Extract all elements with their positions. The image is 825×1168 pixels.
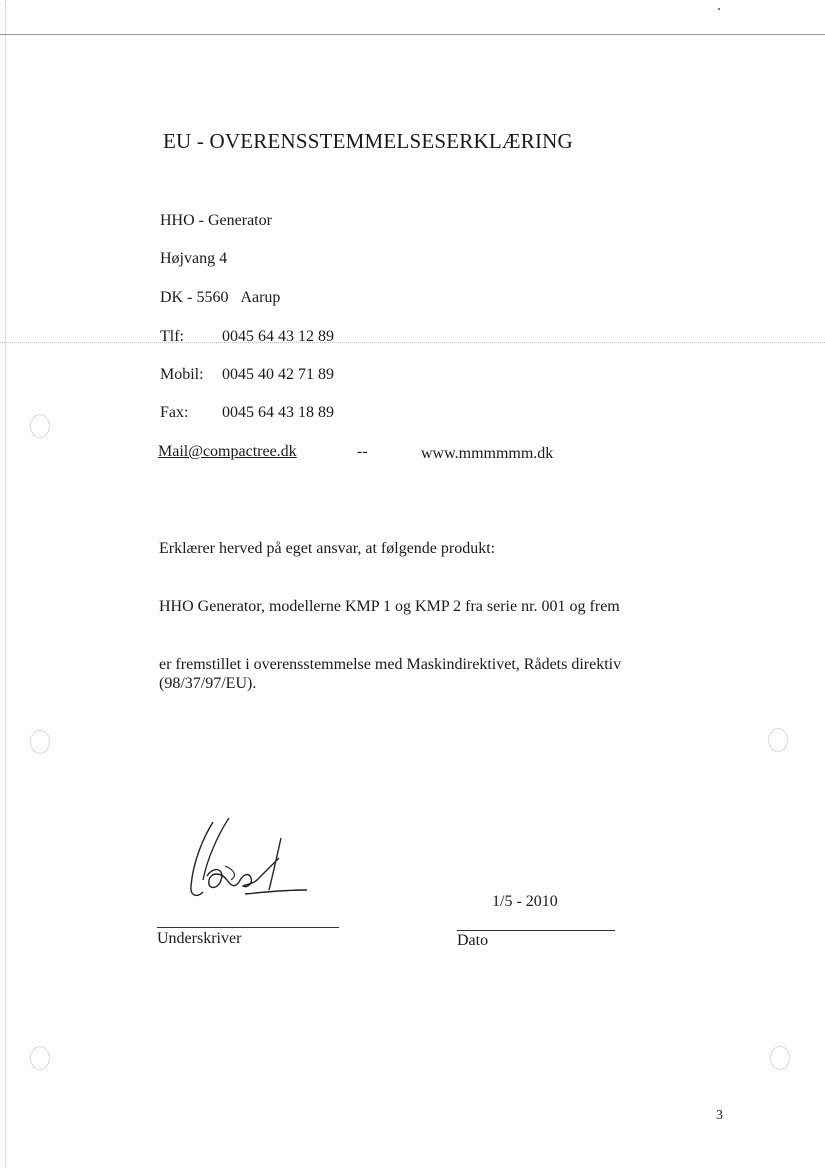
date-line [457,930,615,931]
punch-hole-mark [770,1046,790,1070]
mobile-value: 0045 40 42 71 89 [222,366,334,383]
company-postal-city [160,289,280,307]
scan-speck [718,8,720,10]
declaration-product: HHO Generator, modellerne KMP 1 og KMP 2 fra serie nr. 001 og frem [159,598,620,615]
signature-line [157,927,339,928]
declaration-conformity-line-2: (98/37/97/EU). [159,675,257,692]
scan-fold-line [0,342,825,343]
fax-label: Fax: [160,404,189,421]
website-link[interactable]: www.mmmmmm.dk [421,445,554,462]
date-label: Dato [457,932,489,949]
fax-value: 0045 64 43 18 89 [222,404,334,421]
phone-row [160,328,184,346]
page-title: EU - OVERENSSTEMMELSESERKLÆRING [163,129,573,153]
punch-hole-mark [30,730,50,754]
city: Aarup [240,289,281,306]
declaration-intro: Erklærer herved på eget ansvar, at følgende produkt: [159,540,496,557]
company-street: Højvang 4 [160,250,228,267]
email-link[interactable]: Mail@compactree.dk [158,443,297,460]
phone-label: Tlf: [160,328,184,345]
contact-separator: -- [357,443,368,460]
signer-label: Underskriver [157,930,242,947]
postal-code: DK - 5560 [160,289,229,306]
page-number: 3 [716,1108,723,1123]
scan-edge-line [0,34,825,35]
phone-value: 0045 64 43 12 89 [222,328,334,345]
date-value: 1/5 - 2010 [492,893,558,910]
declaration-conformity-line-1: er fremstillet i overensstemmelse med Maskindirektivet, Rådets direktiv [159,656,622,673]
mobile-label: Mobil: [160,366,204,383]
punch-hole-mark [30,414,50,438]
handwritten-signature [185,810,310,905]
punch-hole-mark [30,1046,50,1070]
company-name: HHO - Generator [160,212,272,229]
scan-margin-line [5,0,6,1168]
punch-hole-mark [768,728,788,752]
